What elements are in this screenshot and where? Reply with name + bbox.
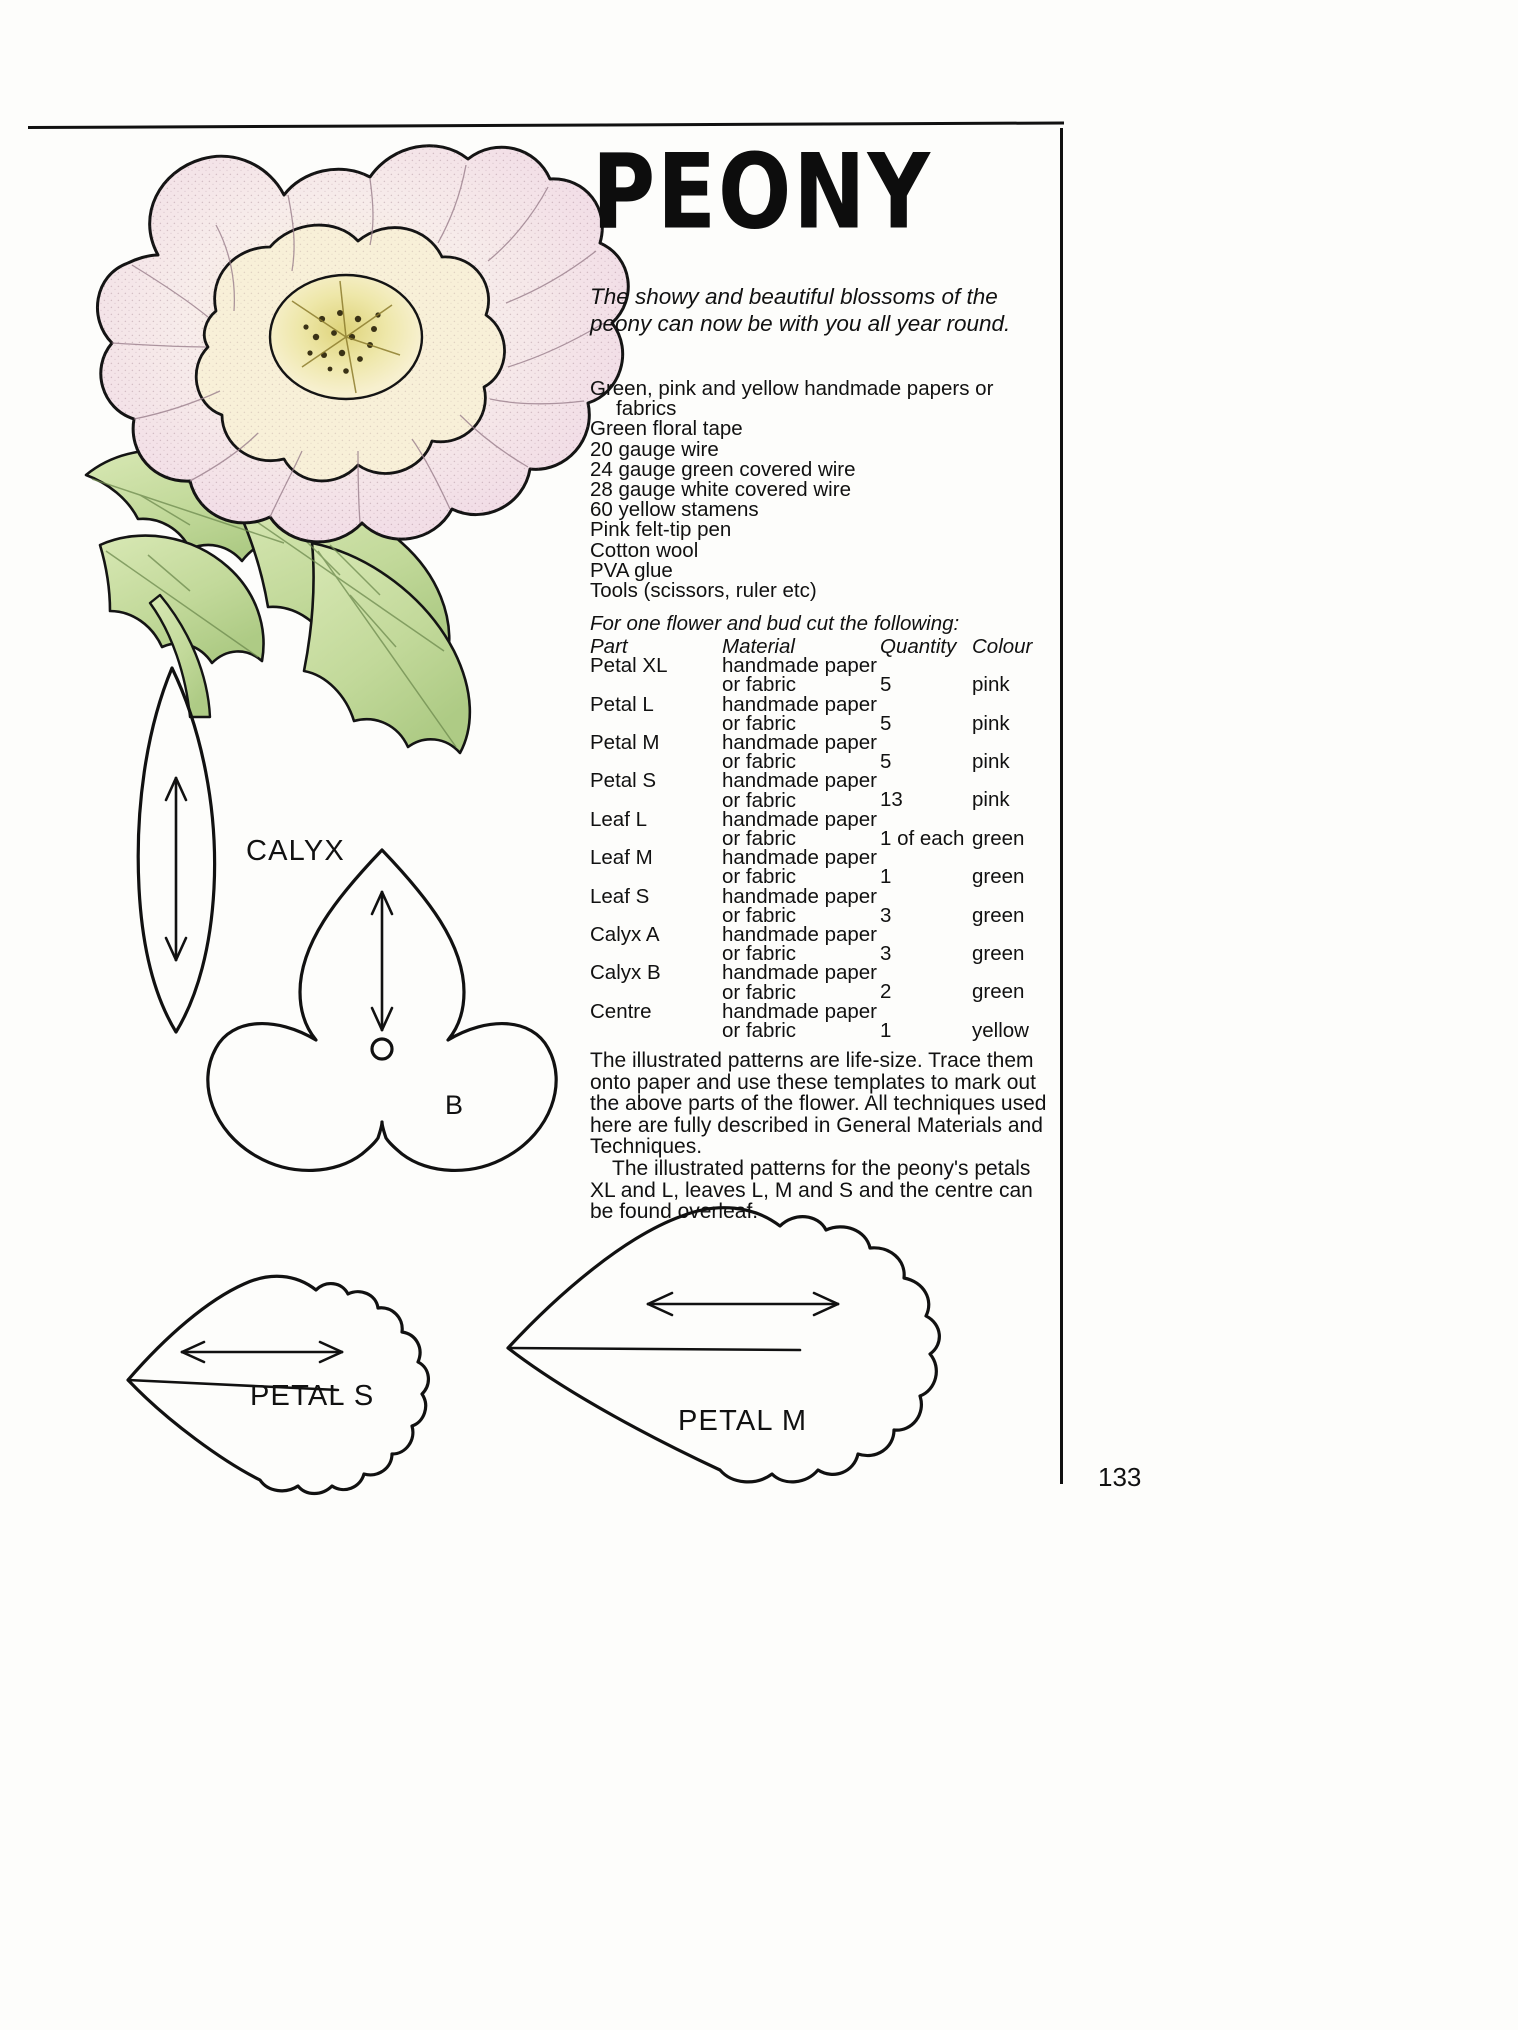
cell-part: Calyx B <box>590 961 661 985</box>
cell-part: Calyx A <box>590 923 660 947</box>
cell-material: handmade paper or fabric <box>722 961 878 1004</box>
parts-table <box>590 635 1050 1043</box>
cell-material: handmade paper or fabric <box>722 654 878 697</box>
material-item: Tools (scissors, ruler etc) <box>590 579 817 603</box>
cell-quantity: 5 <box>880 711 892 735</box>
header-part: Part <box>590 635 628 658</box>
cell-quantity: 1 <box>880 865 892 889</box>
material-item: 28 gauge white covered wire <box>590 478 851 502</box>
cell-part: Petal S <box>590 769 657 793</box>
header-quantity: Quantity <box>880 635 957 658</box>
cell-colour: green <box>972 942 1025 966</box>
cell-material: handmade paper or fabric <box>722 846 878 889</box>
cell-quantity: 1 <box>880 1018 892 1042</box>
grain-arrow <box>166 778 186 960</box>
materials-list <box>590 379 1060 601</box>
cell-colour: green <box>972 980 1025 1004</box>
table-row <box>590 810 1050 848</box>
material-item: 24 gauge green covered wire <box>590 457 856 481</box>
table-row <box>590 695 1050 733</box>
table-row <box>590 887 1050 925</box>
calyx-b-label: B <box>445 1090 464 1120</box>
cell-part: Petal XL <box>590 654 668 678</box>
cell-colour: pink <box>972 750 1010 774</box>
material-item: Cotton wool <box>590 538 699 562</box>
cell-quantity: 13 <box>880 788 903 812</box>
table-row <box>590 656 1050 694</box>
cell-material: handmade paper or fabric <box>722 884 878 927</box>
cell-part: Centre <box>590 999 652 1023</box>
table-row <box>590 925 1050 963</box>
table-row <box>590 1002 1050 1040</box>
cell-material: handmade paper or fabric <box>722 769 878 812</box>
cell-quantity: 3 <box>880 903 892 927</box>
petal-m-label: PETAL M <box>678 1405 808 1437</box>
instructions-paragraph-2: The illustrated patterns for the peony's petals XL and L, leaves L, M and S and the centre can be found overleaf. <box>590 1156 1033 1224</box>
cell-colour: pink <box>972 711 1010 735</box>
cell-quantity: 5 <box>880 750 892 774</box>
table-row <box>590 963 1050 1001</box>
cell-quantity: 1 of each <box>880 826 965 850</box>
calyx-label: CALYX <box>246 835 345 867</box>
header-colour: Colour <box>972 635 1033 658</box>
page-title: PEONY <box>592 130 932 253</box>
cell-part: Leaf M <box>590 846 653 870</box>
cell-material: handmade paper or fabric <box>722 692 878 735</box>
peony-illustration <box>40 75 660 715</box>
table-row <box>590 848 1050 886</box>
material-item: 20 gauge wire <box>590 437 719 461</box>
material-item: Green floral tape <box>590 417 743 441</box>
cell-colour: pink <box>972 673 1010 697</box>
parts-table-body <box>590 654 1050 1043</box>
material-item: 60 yellow stamens <box>590 498 759 522</box>
parts-table-section <box>590 612 1060 1043</box>
grain-arrow <box>648 1293 838 1315</box>
parts-table-caption: For one flower and bud cut the following: <box>590 612 960 635</box>
cell-part: Leaf S <box>590 884 650 908</box>
petal-s-label: PETAL S <box>250 1380 375 1412</box>
illustration-flower-centre <box>270 275 422 399</box>
grain-arrow <box>372 892 392 1030</box>
material-item: Pink felt-tip pen <box>590 518 732 542</box>
header-material: Material <box>722 635 795 658</box>
cell-colour: green <box>972 826 1025 850</box>
cell-quantity: 2 <box>880 980 892 1004</box>
instructions-text <box>590 1050 1060 1223</box>
grain-arrow <box>182 1342 342 1362</box>
cell-material: handmade paper or fabric <box>722 731 878 774</box>
cell-quantity: 3 <box>880 942 892 966</box>
instructions-paragraph-1: The illustrated patterns are life-size. Trace them onto paper and use these templates to mark out the above parts of the flower. All techniques used here are fully described in General Materials and Techniques. <box>590 1049 1047 1159</box>
cell-material: handmade paper or fabric <box>722 923 878 966</box>
cell-colour: green <box>972 865 1025 889</box>
material-item: fabrics <box>616 397 677 421</box>
table-row <box>590 771 1050 809</box>
cell-quantity: 5 <box>880 673 892 697</box>
calyx-b-template <box>196 840 566 1200</box>
petal-m-template <box>500 1200 960 1520</box>
intro-paragraph: The showy and beautiful blossoms of the peony can now be with you all year round. <box>590 284 1011 336</box>
cell-colour: yellow <box>972 1018 1029 1042</box>
material-item: PVA glue <box>590 558 673 582</box>
cell-part: Leaf L <box>590 807 647 831</box>
cell-colour: pink <box>972 788 1010 812</box>
cell-colour: green <box>972 903 1025 927</box>
cell-part: Petal M <box>590 731 660 755</box>
table-row <box>590 733 1050 771</box>
cell-material: handmade paper or fabric <box>722 999 878 1043</box>
cell-part: Petal L <box>590 692 654 716</box>
page-border-right-rule <box>1060 128 1063 1484</box>
page-number: 133 <box>1098 1462 1142 1492</box>
material-item: Green, pink and yellow handmade papers or <box>590 377 994 400</box>
cell-material: handmade paper or fabric <box>722 807 878 851</box>
